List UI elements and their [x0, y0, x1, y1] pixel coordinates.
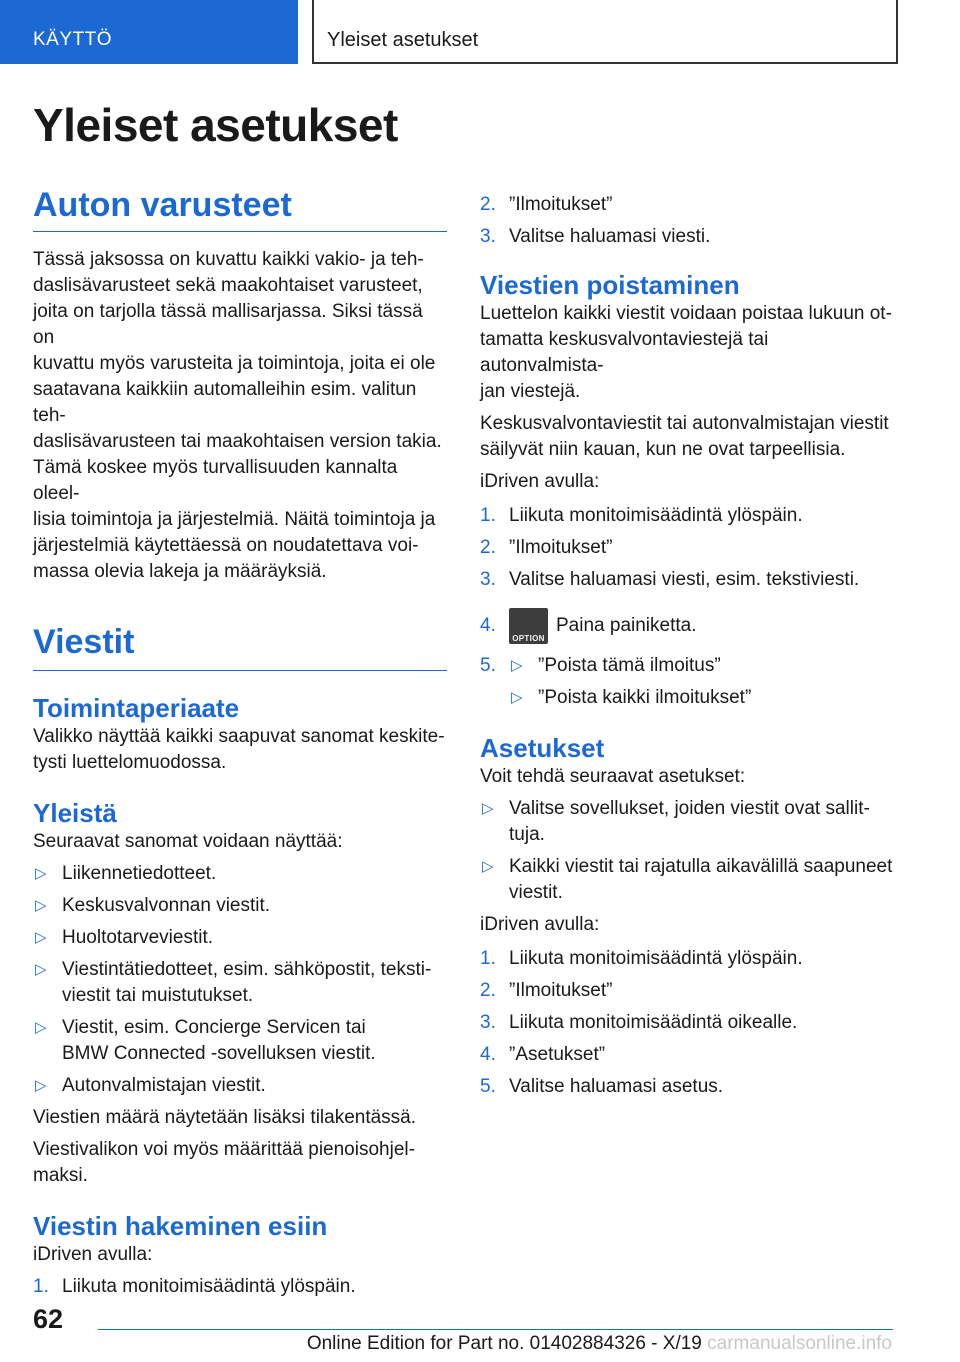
option-label: OPTION: [512, 633, 545, 643]
poistaminen-heading: Viestien poistaminen: [480, 270, 740, 300]
step-number: 5.: [480, 655, 496, 676]
step-item: [480, 1042, 894, 1068]
footer-edition: [307, 1333, 892, 1355]
hakeminen-intro: iDriven avulla:: [33, 1244, 153, 1265]
list-item: [33, 925, 447, 951]
text-line: Valikko näyttää kaikki saapuvat sanomat keskite-: [33, 726, 445, 747]
list-item: [480, 854, 894, 906]
triangle-bullet-icon: ▷: [482, 858, 494, 875]
chapter-label: Yleiset asetukset: [327, 29, 479, 51]
text-line: saatavana kaikkiin automalleihin esim. valitun teh-: [33, 379, 417, 426]
item-text: Valitse sovellukset, joiden viestit ovat sallit-: [509, 798, 870, 819]
step-text: ”Ilmoitukset”: [509, 537, 613, 558]
step-text: ”Asetukset”: [509, 1044, 606, 1065]
triangle-bullet-icon: ▷: [511, 657, 523, 674]
item-text: Keskusvalvonnan viestit.: [62, 895, 271, 916]
text-line: säilyvät niin kauan, kun ne ovat tarpeellisia.: [480, 439, 846, 460]
step-number: 3.: [480, 1012, 496, 1033]
step-item: [480, 1010, 894, 1036]
auton-heading: Auton varusteet: [33, 186, 292, 224]
text-line: daslisävarusteen tai maakohtaisen version takia.: [33, 431, 442, 452]
page-title: Yleiset asetukset: [33, 99, 398, 151]
section-tab: [0, 0, 298, 64]
text-line: Viestivalikon voi myös määrittää pienoisohjel-: [33, 1139, 415, 1160]
step-text: Paina painiketta.: [556, 615, 697, 636]
text-line: kuvattu myös varusteita ja toimintoja, joita ei ole: [33, 353, 436, 374]
step-number: 4.: [480, 615, 496, 636]
page-number: 62: [33, 1304, 64, 1334]
text-line: tysti luettelomuodossa.: [33, 752, 227, 773]
section-label: KÄYTTÖ: [33, 29, 113, 50]
step-text: ”Ilmoitukset”: [509, 194, 613, 215]
step-text: ”Ilmoitukset”: [509, 980, 613, 1001]
step-number: 3.: [480, 226, 496, 247]
triangle-bullet-icon: ▷: [482, 800, 494, 817]
yleista-intro: Seuraavat sanomat voidaan näyttää:: [33, 831, 343, 852]
list-item: [33, 957, 447, 1009]
text-line: lisia toimintoja ja järjestelmiä. Näitä toimintoja ja: [33, 509, 436, 530]
list-item: [33, 1015, 447, 1067]
list-item: [33, 1073, 447, 1099]
item-text: Liikennetiedotteet.: [62, 863, 217, 884]
step-item: [480, 192, 894, 218]
toimintaperiaate-heading: Toimintaperiaate: [33, 693, 240, 723]
triangle-bullet-icon: ▷: [35, 1077, 47, 1094]
step-text: Liikuta monitoimisäädintä oikealle.: [509, 1012, 798, 1033]
sub-item-text: ”Poista kaikki ilmoitukset”: [538, 687, 752, 708]
text-line: Tässä jaksossa on kuvattu kaikki vakio- ja teh-: [33, 249, 424, 270]
triangle-bullet-icon: ▷: [511, 689, 523, 706]
text-line: joita on tarjolla tässä mallisarjassa. Siksi tässä on: [33, 301, 423, 348]
item-text: tuja.: [509, 824, 545, 845]
item-text: viestit tai muistutukset.: [62, 985, 254, 1006]
step-text: Liikuta monitoimisäädintä ylöspäin.: [62, 1276, 356, 1297]
step-item: [480, 607, 894, 645]
item-text: BMW Connected -sovelluksen viestit.: [62, 1043, 376, 1064]
text-line: Keskusvalvontaviestit tai autonvalmistajan viestit: [480, 413, 889, 434]
item-text: Kaikki viestit tai rajatulla aikavälillä saapuneet: [509, 856, 893, 877]
asetukset-intro: Voit tehdä seuraavat asetukset:: [480, 766, 746, 787]
triangle-bullet-icon: ▷: [35, 929, 47, 946]
step-number: 1.: [480, 505, 496, 526]
step-item: [480, 567, 894, 593]
step-number: 4.: [480, 1044, 496, 1065]
step-number: 2.: [480, 537, 496, 558]
step-item: [480, 1074, 894, 1100]
triangle-bullet-icon: ▷: [35, 897, 47, 914]
viestit-heading-block: [33, 623, 447, 671]
edition-text: Online Edition for Part no. 01402884326 - X/19: [306, 1333, 702, 1354]
step-text: Liikuta monitoimisäädintä ylöspäin.: [509, 505, 803, 526]
step-number: 5.: [480, 1076, 496, 1097]
viestit-heading: Viestit: [33, 623, 135, 661]
step-text: Liikuta monitoimisäädintä ylöspäin.: [509, 948, 803, 969]
item-text: Viestit, esim. Concierge Servicen tai: [62, 1017, 366, 1038]
poistaminen-intro: iDriven avulla:: [480, 471, 600, 492]
step-item: [480, 978, 894, 1004]
item-text: Autonvalmistajan viestit.: [62, 1075, 266, 1096]
step-number: 2.: [480, 194, 496, 215]
triangle-bullet-icon: ▷: [35, 865, 47, 882]
step-item: [480, 224, 894, 250]
list-item: [33, 861, 447, 887]
step-text: Valitse haluamasi asetus.: [509, 1076, 724, 1097]
sub-item: [509, 685, 894, 711]
step-item: [480, 946, 894, 972]
text-line: Luettelon kaikki viestit voidaan poistaa lukuun ot-: [480, 303, 892, 324]
auton-heading-block: [33, 186, 447, 232]
step-number: 1.: [33, 1276, 49, 1297]
item-text: viestit.: [509, 882, 563, 903]
text-line: jan viestejä.: [480, 381, 581, 402]
item-text: Huoltotarveviestit.: [62, 927, 214, 948]
text-line: Viestien määrä näytetään lisäksi tilakentässä.: [33, 1107, 417, 1128]
triangle-bullet-icon: ▷: [35, 961, 47, 978]
text-line: tamatta keskusvalvontaviestejä tai autonvalmista-: [480, 329, 769, 376]
step-number: 1.: [480, 948, 496, 969]
left-column: [33, 186, 447, 1300]
step-item: [480, 653, 894, 711]
step-text: Valitse haluamasi viesti, esim. tekstiviesti.: [509, 569, 860, 590]
text-line: maksi.: [33, 1165, 88, 1186]
asetukset-heading: Asetukset: [480, 733, 605, 763]
auton-paragraph: [33, 247, 447, 585]
list-item: [33, 893, 447, 919]
yleista-heading: Yleistä: [33, 798, 117, 828]
text-line: Tämä koskee myös turvallisuuden kannalta oleel-: [33, 457, 398, 504]
text-line: järjestelmiä käytettäessä on noudatettava voi-: [33, 535, 419, 556]
text-line: daslisävarusteet sekä maakohtaiset varusteet,: [33, 275, 423, 296]
footer-rule: [98, 1329, 893, 1330]
text-line: massa olevia lakeja ja määräyksiä.: [33, 561, 327, 582]
step-number: 3.: [480, 569, 496, 590]
asetukset-intro2: iDriven avulla:: [480, 914, 600, 935]
item-text: Viestintätiedotteet, esim. sähköpostit, teksti-: [62, 959, 432, 980]
step-item: [480, 503, 894, 529]
step-item: [33, 1274, 447, 1300]
triangle-bullet-icon: ▷: [35, 1019, 47, 1036]
step-number: 2.: [480, 980, 496, 1001]
sub-item-text: ”Poista tämä ilmoitus”: [538, 655, 721, 676]
hakeminen-heading: Viestin hakeminen esiin: [33, 1211, 328, 1241]
list-item: [480, 796, 894, 848]
sub-item: [509, 653, 894, 679]
chapter-box: [312, 0, 898, 64]
step-item: [480, 535, 894, 561]
watermark-text: carmanualsonline.info: [707, 1333, 892, 1354]
step-text: Valitse haluamasi viesti.: [509, 226, 711, 247]
right-column: [480, 192, 894, 1100]
option-button-icon: [509, 608, 548, 644]
